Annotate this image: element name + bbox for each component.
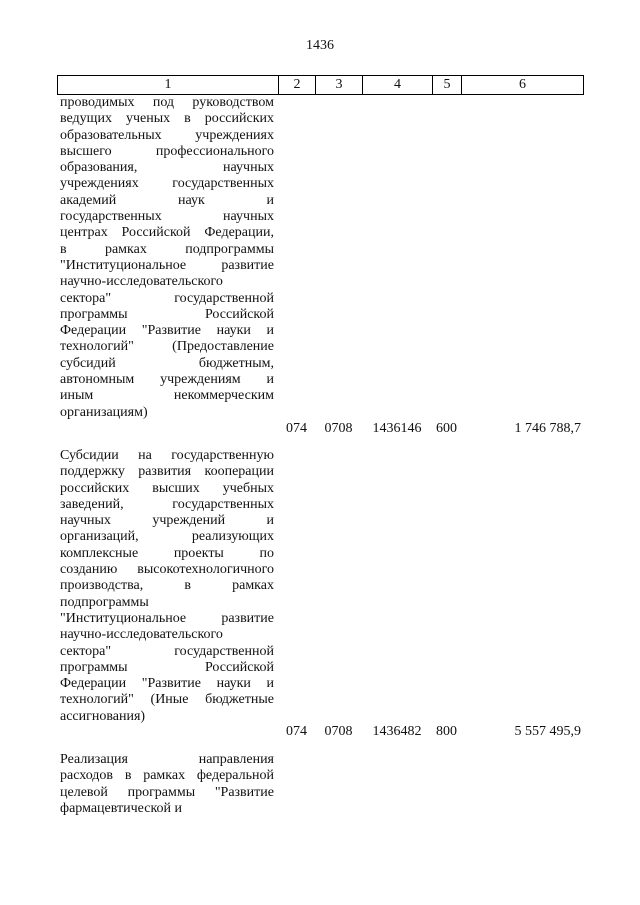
description-line: созданию высокотехнологичного bbox=[60, 562, 274, 578]
header-col-2: 2 bbox=[278, 76, 315, 94]
description-line: учреждениях государственных bbox=[60, 176, 274, 192]
row-col-3: 0708 bbox=[324, 421, 353, 436]
description-line: технологий" (Иные бюджетные bbox=[60, 692, 274, 708]
row-col-3: 0708 bbox=[324, 724, 353, 739]
description-line: производства, в рамках bbox=[60, 578, 274, 594]
description-line: "Институциональное развитие bbox=[60, 257, 274, 273]
description-line: Субсидии на государственную bbox=[60, 448, 274, 463]
header-col-4: 4 bbox=[362, 76, 432, 94]
description-line: центрах Российской Федерации, bbox=[60, 225, 274, 241]
row-description bbox=[60, 448, 274, 725]
description-line: автономным учреждениям и bbox=[60, 372, 274, 388]
row-col-2: 074 bbox=[286, 421, 307, 436]
description-line: иным некоммерческим bbox=[60, 388, 274, 404]
description-line: государственных научных bbox=[60, 209, 274, 225]
header-col-5: 5 bbox=[432, 76, 461, 94]
description-line: ассигнования) bbox=[60, 708, 146, 724]
description-line: образовательных учреждениях bbox=[60, 127, 274, 143]
description-line: в рамках подпрограммы bbox=[60, 241, 274, 257]
description-line: научно-исследовательского bbox=[60, 627, 223, 643]
description-line: сектора" государственной bbox=[60, 643, 274, 659]
table-header bbox=[57, 75, 584, 95]
row-col-6: 1 746 788,7 bbox=[514, 421, 581, 436]
row-description bbox=[60, 752, 274, 817]
description-line: подпрограммы bbox=[60, 594, 149, 610]
description-line: программы Российской bbox=[60, 659, 274, 675]
description-line: программы Российской bbox=[60, 306, 274, 322]
description-line: научных учреждений и bbox=[60, 513, 274, 529]
row-description bbox=[60, 95, 274, 421]
description-line: образования, научных bbox=[60, 160, 274, 176]
description-line: заведений, государственных bbox=[60, 496, 274, 512]
description-line: Федерации "Развитие науки и bbox=[60, 676, 274, 692]
description-line: российских высших учебных bbox=[60, 480, 274, 496]
row-col-5: 600 bbox=[436, 421, 457, 436]
row-col-6: 5 557 495,9 bbox=[514, 724, 581, 739]
description-line: "Институциональное развитие bbox=[60, 610, 274, 626]
row-col-4: 1436482 bbox=[372, 724, 422, 739]
header-col-1: 1 bbox=[57, 76, 278, 94]
description-line: целевой программы "Развитие bbox=[60, 784, 274, 800]
row-col-4: 1436146 bbox=[372, 421, 422, 436]
description-line: поддержку развития кооперации bbox=[60, 464, 274, 480]
row-col-2: 074 bbox=[286, 724, 307, 739]
description-line: организаций, реализующих bbox=[60, 529, 274, 545]
description-line: академий наук и bbox=[60, 192, 274, 208]
description-line: ведущих ученых в российских bbox=[60, 111, 274, 127]
page-number: 1436 bbox=[306, 38, 334, 53]
description-line: фармацевтической и bbox=[60, 800, 183, 816]
description-line: технологий" (Предоставление bbox=[60, 339, 274, 355]
description-line: Федерации "Развитие науки и bbox=[60, 323, 274, 339]
description-line: субсидий бюджетным, bbox=[60, 355, 274, 371]
description-line: комплексные проекты по bbox=[60, 545, 274, 561]
description-line: научно-исследовательского bbox=[60, 274, 223, 290]
row-col-5: 800 bbox=[436, 724, 457, 739]
description-line: высшего профессионального bbox=[60, 143, 274, 159]
description-line: сектора" государственной bbox=[60, 290, 274, 306]
description-line: проводимых под руководством bbox=[60, 95, 274, 110]
header-col-6: 6 bbox=[461, 76, 584, 94]
description-line: Реализация направления bbox=[60, 752, 274, 767]
description-line: расходов в рамках федеральной bbox=[60, 768, 274, 784]
description-line: организациям) bbox=[60, 404, 148, 420]
header-col-3: 3 bbox=[315, 76, 362, 94]
